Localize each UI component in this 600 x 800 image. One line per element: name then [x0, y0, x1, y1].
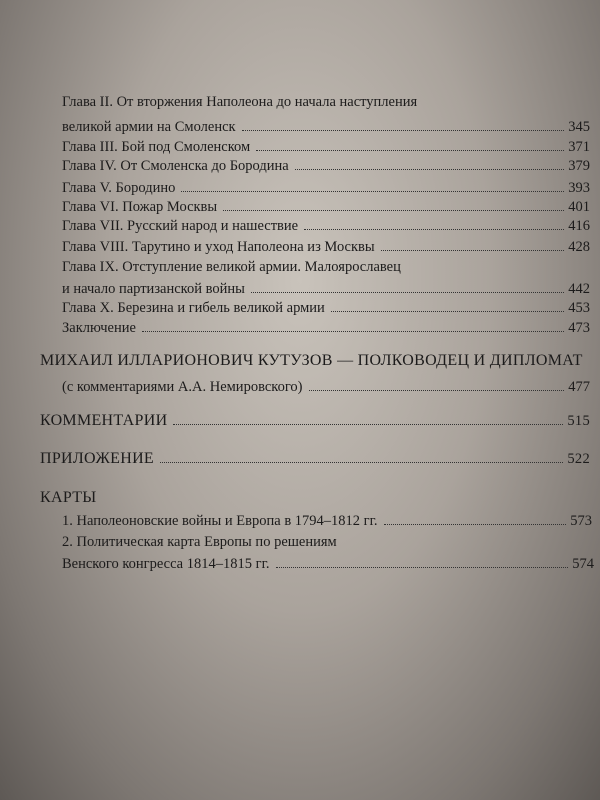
toc-entry-chapter-8 [62, 238, 590, 256]
toc-entry-title: Глава III. Бой под Смоленском [62, 139, 251, 155]
toc-section-maps-title [40, 489, 340, 507]
toc-entry-chapter-2-line1 [62, 93, 462, 111]
dot-leader [256, 150, 564, 151]
dot-leader [223, 210, 564, 211]
toc-entry-map-2-line1 [62, 533, 442, 551]
toc-entry-title: великой армии на Смоленск [62, 119, 236, 135]
toc-section-comments [40, 412, 590, 430]
dot-leader [304, 229, 564, 230]
toc-page-number: 401 [568, 199, 590, 215]
dot-leader [295, 169, 565, 170]
dot-leader [173, 424, 563, 425]
dot-leader [251, 292, 564, 293]
toc-page-number: 442 [568, 281, 590, 297]
toc-page-number: 522 [567, 451, 590, 467]
toc-page-number: 379 [568, 158, 590, 174]
toc-entry-chapter-2 [62, 118, 590, 136]
dot-leader [276, 567, 569, 568]
toc-entry-title: Глава VII. Русский народ и нашествие [62, 218, 299, 234]
toc-entry-chapter-6 [62, 198, 590, 216]
toc-entry-title: Глава VI. Пожар Москвы [62, 199, 218, 215]
dot-leader [142, 331, 564, 332]
dot-leader [309, 390, 565, 391]
toc-entry-title: Глава IV. От Смоленска до Бородина [62, 158, 289, 174]
toc-section-title: МИХАИЛ ИЛЛАРИОНОВИЧ КУТУЗОВ — ПОЛКОВОДЕЦ И ДИПЛОМАТ [40, 352, 583, 369]
toc-entry-chapter-9-line1 [62, 258, 482, 276]
toc-entry-title: Венского конгресса 1814–1815 гг. [62, 556, 270, 572]
toc-page-number: 574 [572, 556, 594, 572]
toc-entry-title: Глава VIII. Тарутино и уход Наполеона из Москвы [62, 239, 375, 255]
toc-page-number: 345 [568, 119, 590, 135]
dot-leader [160, 462, 563, 463]
dot-leader [181, 191, 564, 192]
toc-section-kutuzov [62, 378, 590, 396]
toc-entry-chapter-3 [62, 138, 590, 156]
toc-entry-chapter-9 [62, 280, 590, 298]
toc-page-number: 416 [568, 218, 590, 234]
toc-entry-title: 1. Наполеоновские войны и Европа в 1794–1812 гг. [62, 513, 378, 529]
dot-leader [331, 311, 564, 312]
toc-page-number: 428 [568, 239, 590, 255]
toc-entry-title: Глава V. Бородино [62, 180, 176, 196]
toc-entry-chapter-7 [62, 217, 590, 235]
toc-section-title: КОММЕНТАРИИ [40, 412, 168, 429]
toc-page-number: 393 [568, 180, 590, 196]
toc-entry-conclusion [62, 319, 590, 337]
toc-section-subtitle: (с комментариями А.А. Немировского) [62, 379, 303, 395]
toc-entry-title: Глава X. Березина и гибель великой армии [62, 300, 325, 316]
dot-leader [381, 250, 565, 251]
toc-page-number: 573 [570, 513, 592, 529]
toc-page-number: 473 [568, 320, 590, 336]
toc-entry-map-2 [62, 555, 594, 573]
toc-entry-chapter-10 [62, 299, 590, 317]
toc-section-title: КАРТЫ [40, 489, 97, 506]
toc-entry-chapter-5 [62, 179, 590, 197]
toc-page-number: 453 [568, 300, 590, 316]
toc-entry-title: Заключение [62, 320, 136, 336]
toc-entry-title: Глава II. От вторжения Наполеона до начала наступления [62, 94, 418, 110]
toc-entry-title: и начало партизанской войны [62, 281, 245, 297]
toc-page-number: 515 [567, 413, 590, 429]
toc-entry-chapter-4 [62, 157, 590, 175]
toc-section-appendix [40, 450, 590, 468]
toc-page-number: 371 [568, 139, 590, 155]
toc-section-title: ПРИЛОЖЕНИЕ [40, 450, 155, 467]
toc-section-kutuzov-title [40, 352, 588, 370]
toc-entry-title: Глава IX. Отступление великой армии. Малоярославец [62, 259, 401, 275]
toc-entry-title: 2. Политическая карта Европы по решениям [62, 534, 337, 550]
dot-leader [384, 524, 567, 525]
dot-leader [242, 130, 565, 131]
toc-page-number: 477 [568, 379, 590, 395]
toc-entry-map-1 [62, 512, 592, 530]
